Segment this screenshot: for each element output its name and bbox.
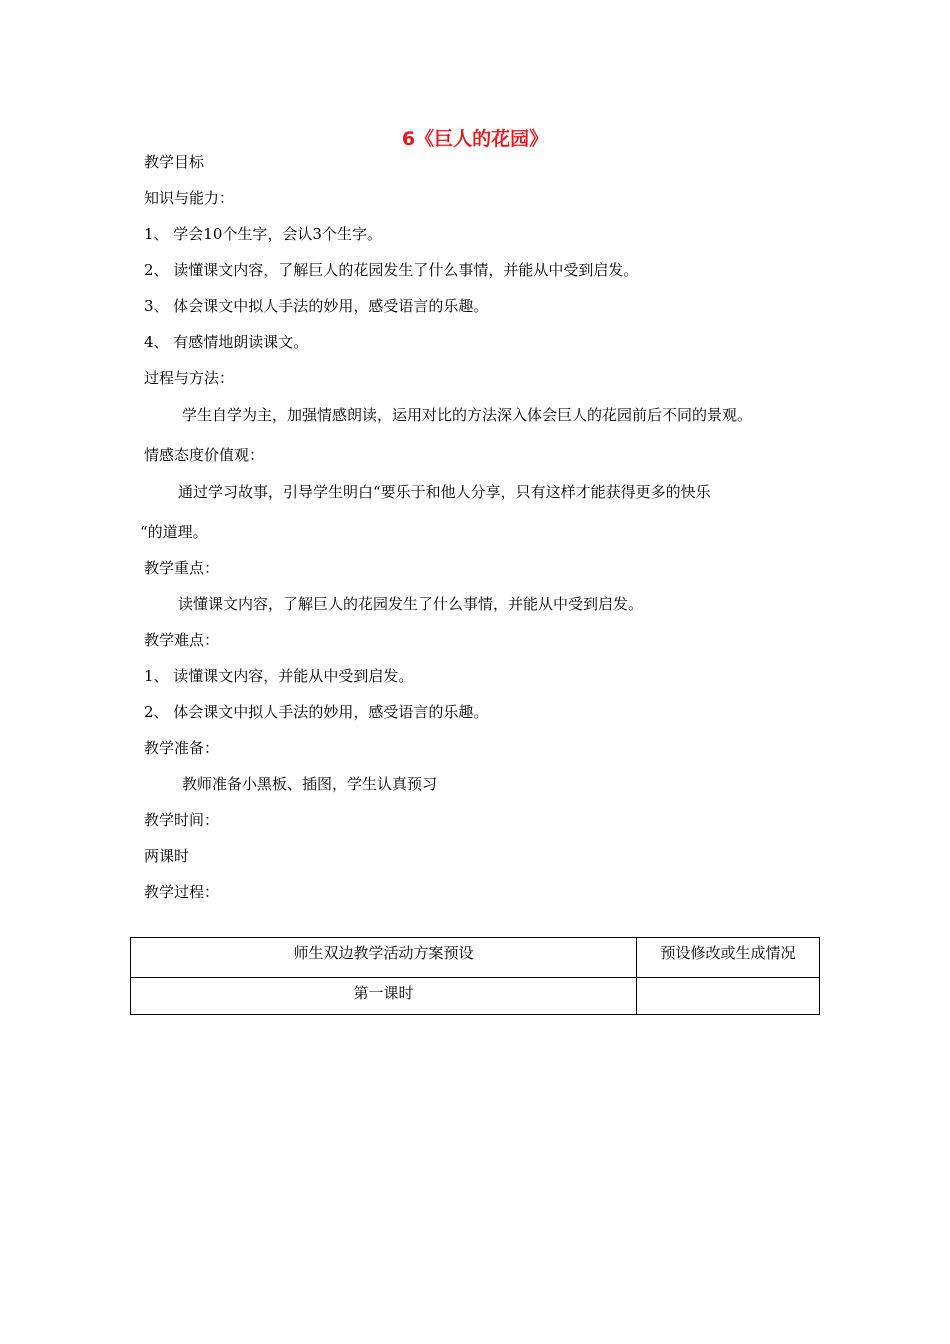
table-header-cell: 预设修改或生成情况 <box>660 944 796 962</box>
list-item: 4、 有感情地朗读课文。 <box>144 333 309 351</box>
list-item: 2、 体会课文中拟人手法的妙用，感受语言的乐趣。 <box>144 703 489 721</box>
section-heading-knowledge: 知识与能力： <box>144 189 235 207</box>
section-heading-objectives: 教学目标 <box>144 153 205 171</box>
lesson-plan-table <box>130 937 820 1015</box>
section-heading-procedure: 教学过程： <box>144 883 220 901</box>
paragraph-continuation: “的道理。 <box>140 523 208 541</box>
section-heading-time: 教学时间： <box>144 811 220 829</box>
list-item: 2、 读懂课文内容，了解巨人的花园发生了什么事情，并能从中受到启发。 <box>144 261 639 279</box>
paragraph: 通过学习故事，引导学生明白“要乐于和他人分享，只有这样才能获得更多的快乐 <box>178 483 711 501</box>
list-item: 1、 学会10个生字，会认3个生字。 <box>144 225 382 243</box>
table-row-divider <box>131 977 819 978</box>
list-item: 1、 读懂课文内容，并能从中受到启发。 <box>144 667 414 685</box>
section-heading-key-points: 教学重点： <box>144 559 220 577</box>
section-heading-values: 情感态度价值观： <box>144 446 265 464</box>
paragraph: 教师准备小黑板、插图，学生认真预习 <box>182 775 438 793</box>
table-cell: 第一课时 <box>353 984 414 1002</box>
table-header-cell: 师生双边教学活动方案预设 <box>293 944 474 962</box>
page-title: 6《巨人的花园》 <box>401 128 549 150</box>
section-heading-difficulties: 教学难点： <box>144 631 220 649</box>
paragraph: 两课时 <box>144 847 190 865</box>
paragraph: 学生自学为主，加强情感朗读，运用对比的方法深入体会巨人的花园前后不同的景观。 <box>182 406 753 424</box>
list-item: 3、 体会课文中拟人手法的妙用，感受语言的乐趣。 <box>144 297 489 315</box>
paragraph: 读懂课文内容，了解巨人的花园发生了什么事情，并能从中受到启发。 <box>178 595 644 613</box>
section-heading-preparation: 教学准备： <box>144 739 220 757</box>
section-heading-process: 过程与方法： <box>144 369 235 387</box>
